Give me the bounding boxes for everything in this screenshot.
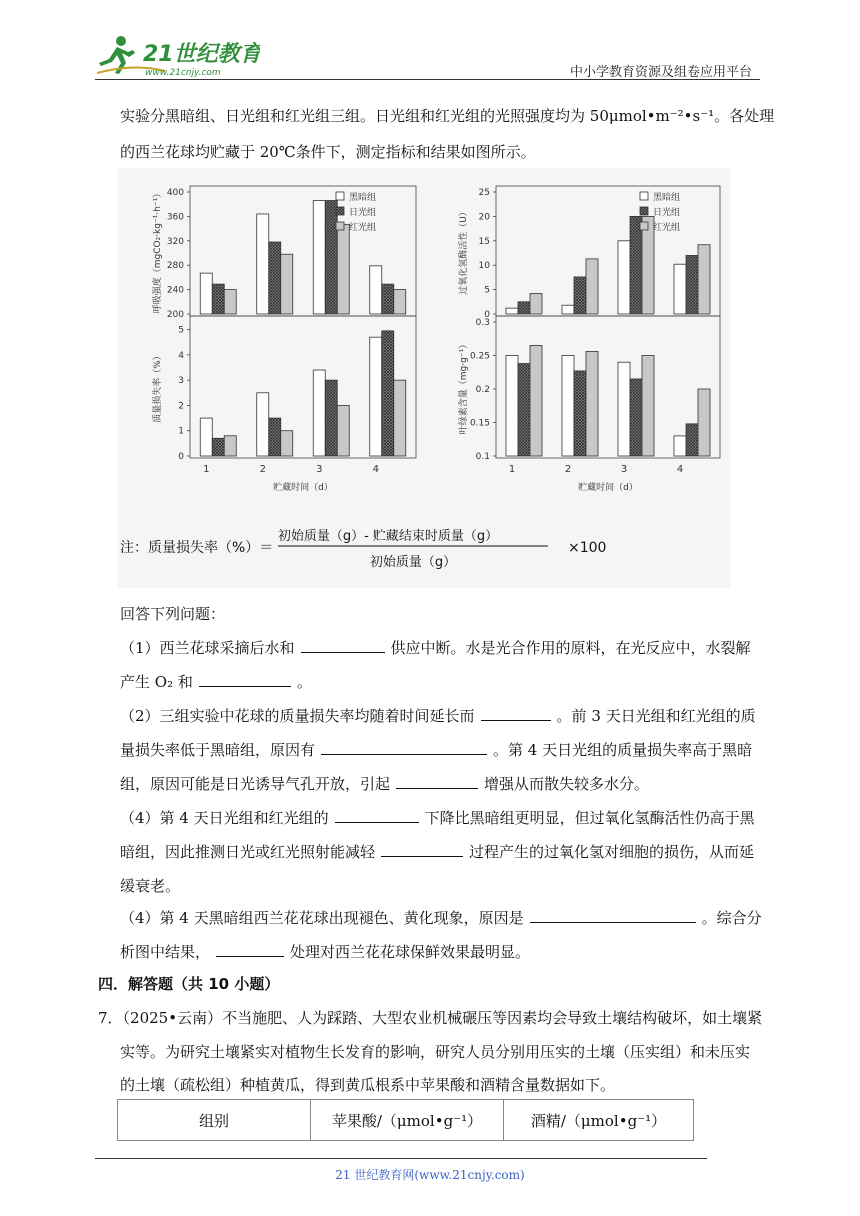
legend-swatch — [640, 222, 648, 230]
bar — [530, 345, 542, 456]
y-tick-label: 4 — [178, 350, 184, 361]
bar — [686, 255, 698, 314]
logo-runner-icon — [95, 33, 260, 79]
legend-label: 日光组 — [653, 208, 681, 218]
problem7-line-3: 的土壤（疏松组）种植黄瓜，得到黄瓜根系中苹果酸和酒精含量数据如下。 — [120, 1076, 616, 1094]
bar — [586, 259, 598, 314]
y-tick-label: 3 — [178, 376, 184, 387]
bar — [382, 284, 394, 314]
legend-swatch — [640, 207, 648, 215]
legend-swatch — [336, 207, 344, 215]
intro-line-2: 的西兰花球均贮藏于 20℃条件下，测定指标和结果如图所示。 — [120, 143, 536, 161]
bar — [630, 216, 642, 314]
q1-line-2 — [120, 672, 312, 692]
q2-text-d: 。第 4 天日光组的质量损失率高于黑暗 — [493, 741, 753, 759]
bar — [257, 393, 269, 456]
bar — [506, 308, 518, 314]
q2-text-e: 组，原因可能是日光诱导气孔开放，引起 — [120, 775, 391, 793]
q1-text-c: 产生 O₂ 和 — [120, 673, 193, 691]
bar — [370, 266, 382, 314]
legend-label: 红光组 — [349, 223, 377, 233]
q2-line-1 — [120, 706, 756, 726]
y-tick-label: 0.25 — [469, 351, 490, 362]
note-suffix: ×100 — [568, 540, 607, 556]
x-tick-label: 4 — [372, 464, 379, 475]
x-tick-label: 4 — [676, 464, 684, 475]
q3-line-3: 缓衰老。 — [120, 877, 181, 895]
q1-line-1 — [120, 638, 751, 658]
q4-blank-1[interactable] — [530, 908, 696, 923]
bar — [586, 351, 598, 456]
bar — [269, 242, 281, 314]
table-header-cell: 酒精/（μmol•g⁻¹） — [504, 1100, 694, 1141]
note-denominator: 初始质量（g） — [369, 555, 457, 570]
bar — [394, 290, 406, 314]
q4-text-b: 。综合分 — [701, 909, 762, 927]
x-tick-label: 2 — [259, 464, 266, 475]
intro-line-1: 实验分黑暗组、日光组和红光组三组。日光组和红光组的光照强度均为 50μmol•m⁻²•s⁻¹。各处理 — [120, 107, 775, 125]
y-tick-label: 320 — [166, 236, 184, 247]
legend-swatch — [640, 192, 648, 200]
q3-text-c: 暗组，因此推测日光或红光照射能减轻 — [120, 843, 376, 861]
x-tick-label: 2 — [564, 464, 572, 475]
q2-text-b: 。前 3 天日光组和红光组的质 — [556, 707, 756, 725]
bar — [337, 224, 349, 314]
q2-line-3 — [120, 774, 649, 794]
bar — [698, 389, 710, 456]
y-axis-label: 过氧化氢酶活性（U） — [459, 207, 469, 295]
problem7-line-1: 7．（2025•云南）不当施肥、人为踩踏、大型农业机械碾压等因素均会导致土壤结构破坏，如土壤紧 — [98, 1009, 763, 1027]
y-axis-label: 叶绿素含量（mg·g⁻¹） — [459, 339, 469, 435]
q3-line-2 — [120, 842, 754, 862]
table-header-cell: 组别 — [118, 1100, 311, 1141]
bar — [200, 418, 212, 456]
bar — [506, 356, 518, 457]
questions-prompt: 回答下列问题： — [120, 605, 226, 623]
bar — [518, 302, 530, 314]
q3-line-1 — [120, 808, 755, 828]
x-tick-label: 3 — [316, 464, 323, 475]
section-title: 四．解答题（共 10 小题） — [98, 975, 280, 993]
q4-text-c: 析图中结果， — [120, 943, 211, 961]
x-axis-label: 贮藏时间（d） — [578, 483, 638, 493]
y-tick-label: 0.3 — [475, 318, 490, 328]
bar — [281, 431, 293, 456]
bar — [325, 380, 337, 456]
y-tick-label: 15 — [478, 236, 490, 247]
legend-swatch — [336, 192, 344, 200]
y-tick-label: 0.15 — [469, 418, 490, 429]
bar — [382, 331, 394, 456]
y-tick-label: 10 — [478, 261, 490, 272]
logo-url: www.21cnjy.com — [145, 68, 221, 78]
q3-text-d: 过程产生的过氧化氢对细胞的损伤，从而延 — [469, 843, 755, 861]
bar — [642, 356, 654, 457]
table-header-row — [118, 1100, 694, 1141]
y-tick-label: 0 — [484, 310, 490, 320]
bar — [325, 201, 337, 314]
q1-blank-2[interactable] — [199, 672, 291, 687]
bar — [674, 264, 686, 314]
table-header-cell: 苹果酸/（μmol•g⁻¹） — [311, 1100, 504, 1141]
q3-blank-1[interactable] — [335, 808, 419, 823]
bar — [630, 379, 642, 456]
bar — [281, 254, 293, 314]
bar — [394, 380, 406, 456]
legend-label: 红光组 — [653, 223, 681, 233]
bar — [370, 337, 382, 456]
bar — [212, 438, 224, 456]
y-axis-label: 质量损失率（%） — [153, 351, 163, 423]
figure-panel — [118, 168, 730, 588]
q4-text-a: （4）第 4 天黑暗组西兰花花球出现褪色、黄化现象，原因是 — [120, 909, 524, 927]
bar — [562, 356, 574, 457]
y-tick-label: 200 — [166, 310, 184, 320]
y-tick-label: 1 — [178, 426, 184, 437]
y-tick-label: 2 — [178, 401, 184, 412]
bar — [562, 305, 574, 314]
bar — [530, 294, 542, 314]
bar — [224, 436, 236, 456]
q3-text-a: （4）第 4 天日光组和红光组的 — [120, 809, 329, 827]
site-logo — [95, 33, 260, 79]
bar — [212, 284, 224, 314]
q1-text-d: 。 — [296, 673, 312, 691]
y-tick-label: 360 — [166, 212, 184, 223]
legend-swatch — [336, 222, 344, 230]
y-tick-label: 5 — [484, 285, 490, 296]
data-table — [117, 1099, 694, 1141]
footer-text: 21 世纪教育网(www.21cnjy.com) — [335, 1168, 525, 1182]
q2-text-a: （2）三组实验中花球的质量损失率均随着时间延长而 — [120, 707, 475, 725]
q1-text-b: 供应中断。水是光合作用的原料，在光反应中，水裂解 — [390, 639, 751, 657]
y-axis-label: 呼吸强度（mgCO₂·kg⁻¹·h⁻¹） — [153, 188, 163, 314]
y-tick-label: 0 — [178, 452, 184, 462]
bar — [574, 277, 586, 314]
y-tick-label: 5 — [178, 325, 184, 336]
bar — [574, 371, 586, 456]
q2-text-f: 增强从而散失较多水分。 — [484, 775, 650, 793]
legend-label: 黑暗组 — [349, 193, 377, 203]
x-tick-label: 3 — [620, 464, 628, 475]
q4-line-1 — [120, 908, 762, 928]
platform-name: 中小学教育资源及组卷应用平台 — [570, 65, 753, 80]
legend-label: 黑暗组 — [653, 193, 681, 203]
note-prefix: 注：质量损失率（%）＝ — [120, 540, 274, 556]
q2-blank-2[interactable] — [321, 740, 487, 755]
x-axis-label: 贮藏时间（d） — [273, 483, 333, 493]
x-tick-label: 1 — [203, 464, 210, 475]
bar — [674, 436, 686, 456]
bar — [518, 364, 530, 456]
bar — [257, 214, 269, 314]
y-tick-label: 20 — [478, 212, 490, 223]
y-tick-label: 280 — [166, 261, 184, 272]
q4-text-d: 处理对西兰花花球保鲜效果最明显。 — [290, 943, 531, 961]
bar — [200, 273, 212, 314]
y-tick-label: 240 — [166, 285, 184, 296]
legend-label: 日光组 — [349, 208, 377, 218]
q2-blank-1[interactable] — [481, 706, 551, 721]
bar — [686, 424, 698, 456]
y-tick-label: 400 — [166, 188, 184, 198]
q2-line-2 — [120, 740, 752, 760]
q3-text-b: 下降比黑暗组更明显，但过氧化氢酶活性仍高于黑 — [424, 809, 755, 827]
bar — [618, 241, 630, 314]
y-tick-label: 25 — [478, 188, 490, 198]
header-rule — [95, 79, 760, 80]
figure-charts — [118, 168, 730, 588]
bar — [618, 362, 630, 456]
y-tick-label: 0.1 — [475, 452, 490, 462]
footer-rule — [95, 1158, 707, 1159]
q4-line-2 — [120, 942, 530, 962]
bar — [313, 370, 325, 456]
x-tick-label: 1 — [508, 464, 516, 475]
bar — [313, 201, 325, 314]
bar — [224, 290, 236, 314]
q2-blank-3[interactable] — [396, 774, 478, 789]
bar — [698, 245, 710, 314]
q4-blank-2[interactable] — [216, 942, 284, 957]
q1-text-a: （1）西兰花球采摘后水和 — [120, 639, 295, 657]
y-tick-label: 0.2 — [475, 385, 490, 395]
q2-text-c: 量损失率低于黑暗组，原因有 — [120, 741, 316, 759]
bar — [337, 405, 349, 456]
note-numerator: 初始质量（g）- 贮藏结束时质量（g） — [277, 529, 499, 544]
problem7-line-2: 实等。为研究土壤紧实对植物生长发育的影响，研究人员分别用压实的土壤（压实组）和未压实 — [120, 1043, 751, 1061]
q1-blank-1[interactable] — [301, 638, 385, 653]
logo-text: 21世纪教育 — [143, 42, 260, 67]
q3-blank-2[interactable] — [381, 842, 463, 857]
bar — [269, 418, 281, 456]
